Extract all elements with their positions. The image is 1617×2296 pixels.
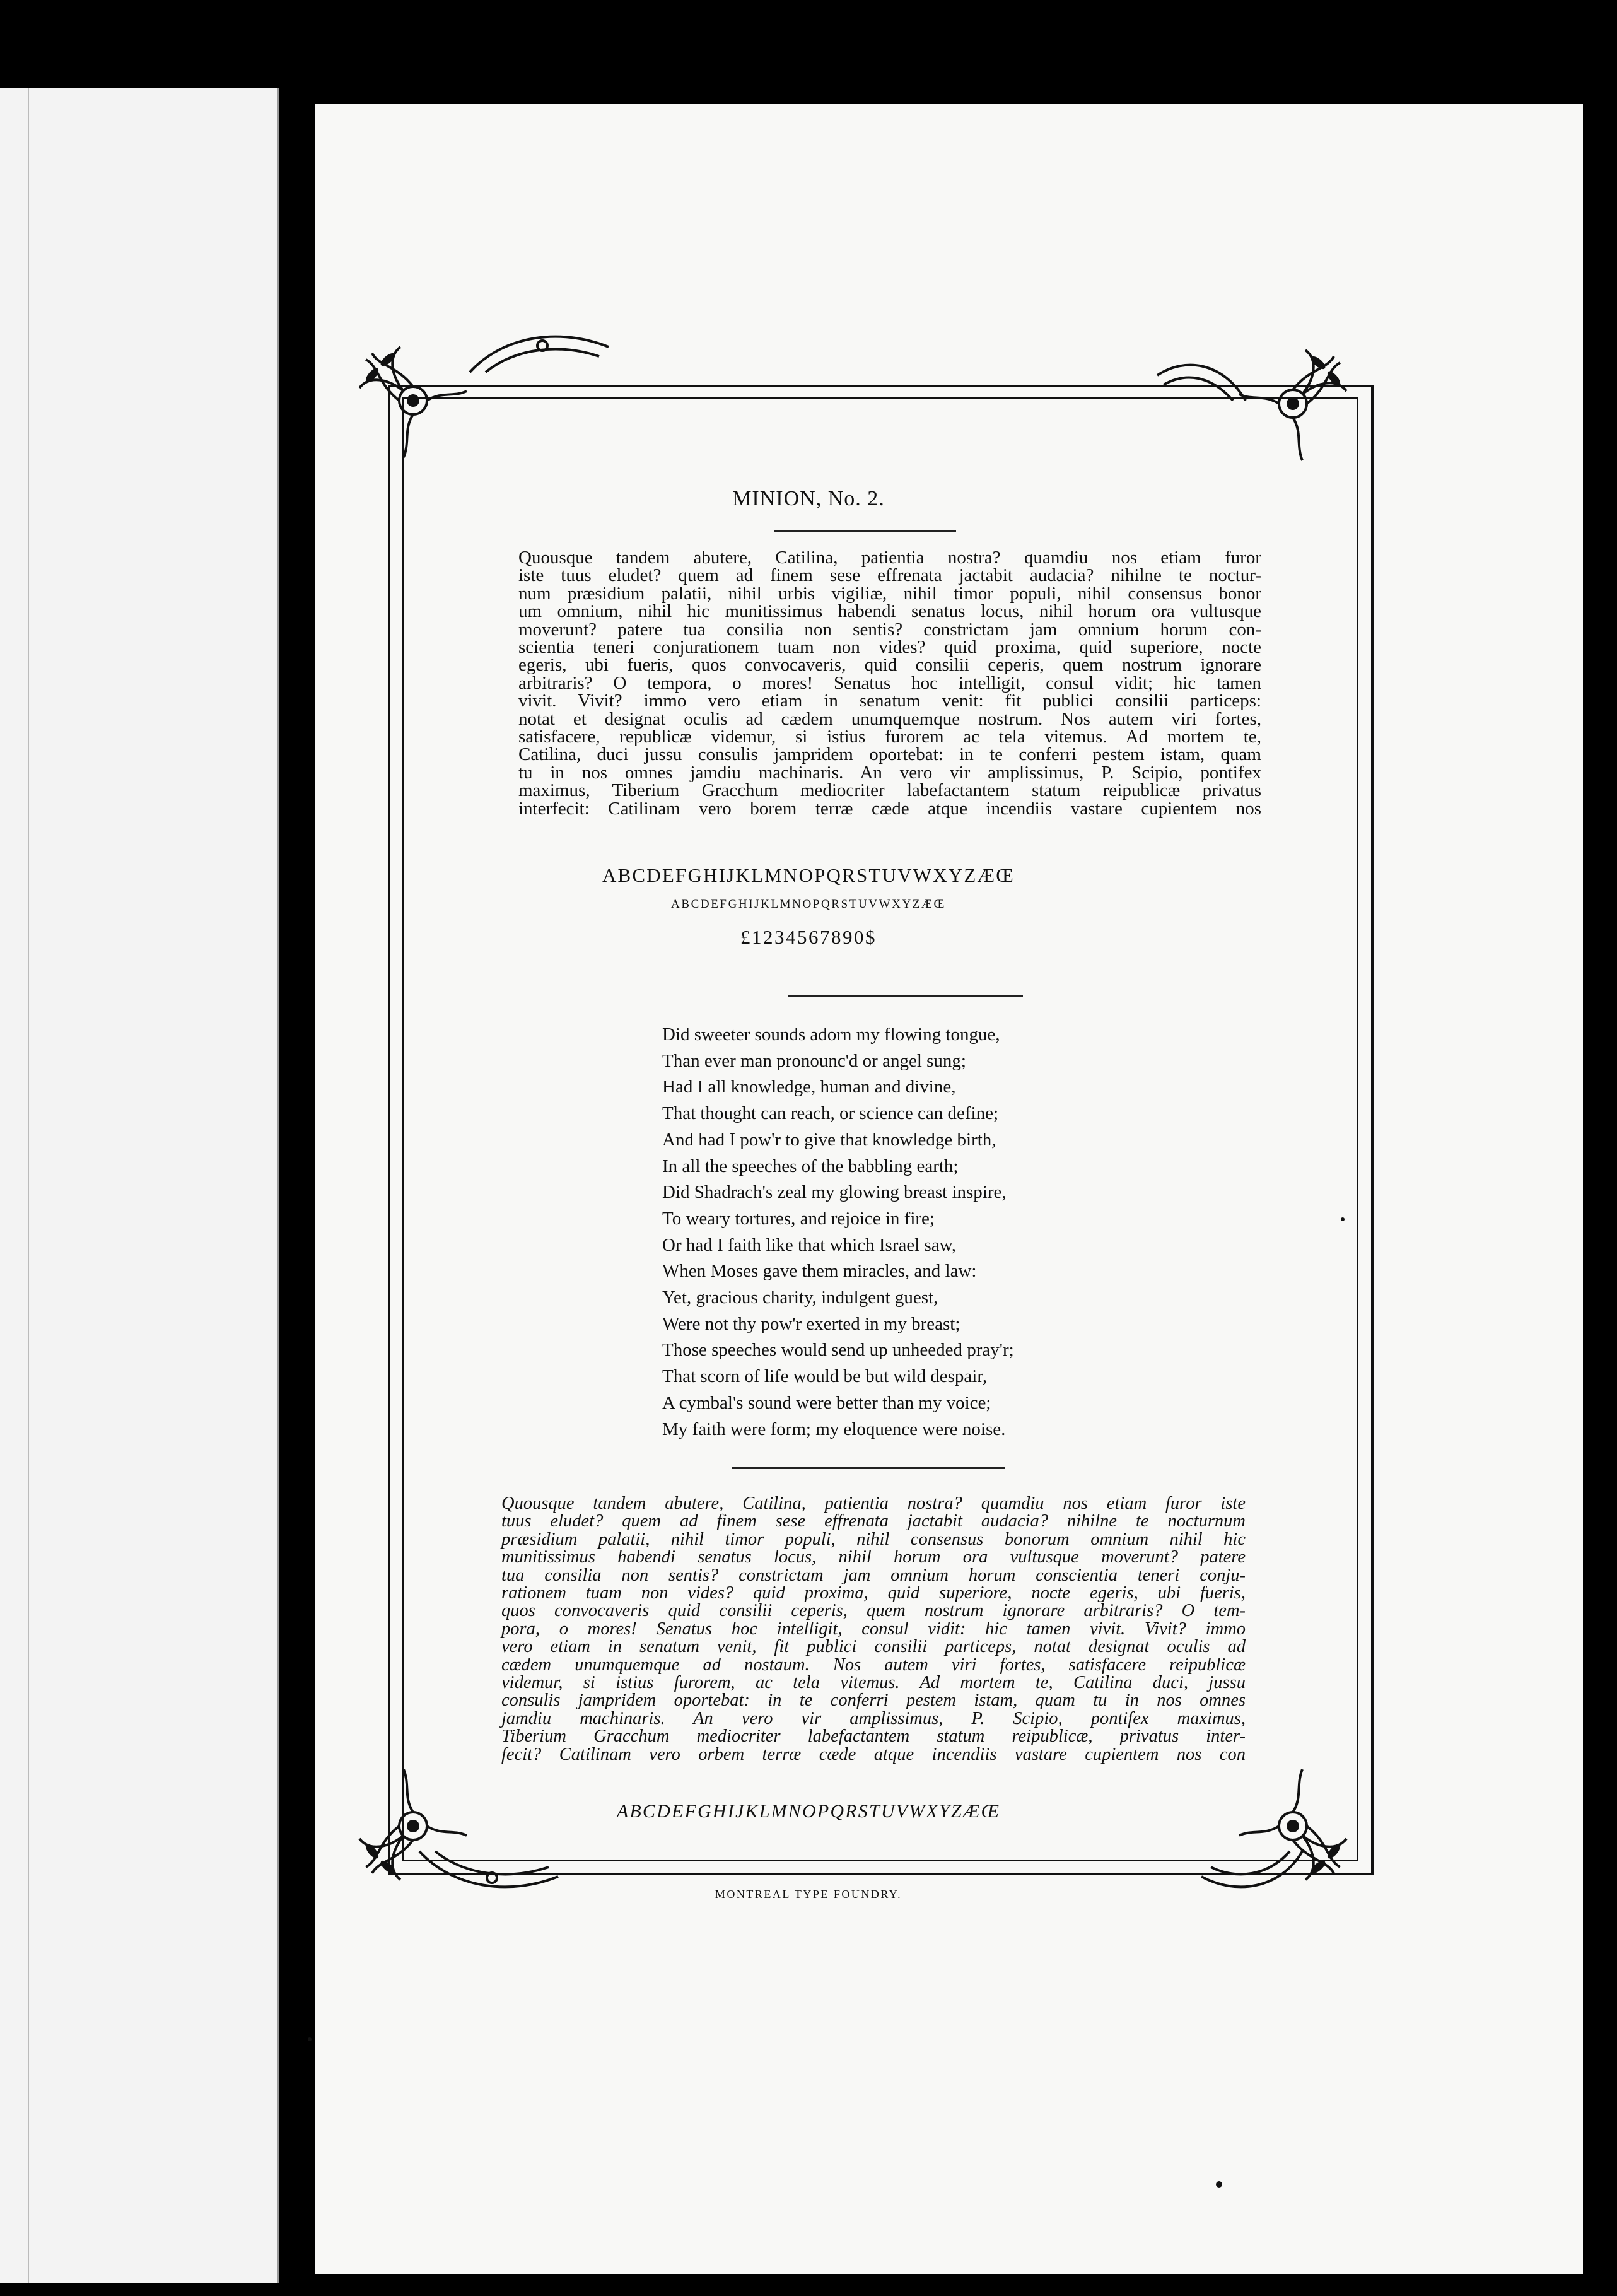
corner-ornament-top-left [353, 341, 473, 460]
text-line: iste tuus eludet? quem ad finem sese effrenata jactabit audacia? nihilne te noctur- [518, 565, 1261, 586]
poem-line: Did sweeter sounds adorn my flowing tongue, [662, 1024, 1000, 1045]
ink-speck [308, 2037, 312, 2041]
text-line: præsidium palatii, nihil timor populi, nihil consensus bonorum omnium nihil hic [501, 1529, 1246, 1549]
text-line: vivit. Vivit? immo vero etiam in senatum venit: fit publici consilii particeps: [518, 691, 1261, 712]
poem-line: Were not thy pow'r exerted in my breast; [662, 1313, 960, 1334]
figures-line: £1234567890$ [740, 926, 877, 948]
text-line: tuus eludet? quem ad finem sese effrenata jactabit audacia? nihilne te nocturnum [501, 1511, 1246, 1532]
poem-line: Yet, gracious charity, indulgent guest, [662, 1287, 938, 1308]
text-line: scientia teneri conjurationem tuam non vides? quid proxima, quid superiore, nocte [518, 637, 1261, 658]
text-line: rationem tuam non vides? quid proxima, quid superiore, nocte egeris, ubi fueris, [501, 1583, 1246, 1603]
italic-capitals-line: ABCDEFGHIJKLMNOPQRSTUVWXYZÆŒ [616, 1801, 1001, 1822]
poem-line: My faith were form; my eloquence were noise. [662, 1419, 1006, 1439]
roman-small-capitals-line: ABCDEFGHIJKLMNOPQRSTUVWXYZÆŒ [671, 898, 946, 911]
ink-speck [1341, 1217, 1345, 1221]
text-line: quos convocaveris quid consilii ceperis, quem nostrum ignorare arbitraris? O tem- [501, 1601, 1246, 1621]
poem-line: In all the speeches of the babbling earth; [662, 1156, 959, 1176]
poem-line: And had I pow'r to give that knowledge birth, [662, 1129, 996, 1150]
text-line: notat et designat oculis ad cædem unumquemque nostrum. Nos autem viri fortes, [518, 708, 1261, 729]
text-line: consulis jampridem oportebat: in te conferri pestem istam, quam tu in nos omnes [501, 1690, 1246, 1711]
poem-line: When Moses gave them miracles, and law: [662, 1261, 977, 1282]
text-line: tua consilia non sentis? constrictam jam omnium horum conscientia teneri conju- [501, 1565, 1246, 1585]
latin-italic-paragraph [501, 1495, 1246, 1764]
text-line: fecit? Catilinam vero orbem terræ cæde atque incendiis vastare cupientem nos con [501, 1744, 1246, 1764]
divider-rule [732, 1467, 1005, 1469]
text-line: num præsidium palatii, nihil urbis vigiliæ, nihil timor populi, nihil consensus bonor [518, 583, 1261, 604]
text-line: cædem unumquemque ad nostaum. Nos autem viri fortes, satisfacere reipublicæ [501, 1655, 1246, 1675]
text-line: um omnium, nihil hic munitissimus habendi senatus locus, nihil horum ora vultusque [518, 601, 1261, 622]
text-line: munitissimus habendi senatus locus, nihil horum ora vultusque moverunt? patere [501, 1547, 1246, 1567]
poem-line: To weary tortures, and rejoice in fire; [662, 1208, 935, 1229]
poem-line: Did Shadrach's zeal my glowing breast inspire, [662, 1182, 1007, 1203]
text-line: pora, o mores! Senatus hoc intelligit, consul vidit: hic tamen vivit. Vivit? immo [501, 1619, 1246, 1639]
text-line: Catilina, duci jussu consulis jampridem oportebat: in te conferri pestem istam, quam [518, 744, 1261, 765]
text-line: arbitraris? O tempora, o mores! Senatus hoc intelligit, consul vidit; hic tamen [518, 672, 1261, 693]
text-line: moverunt? patere tua consilia non sentis? constrictam jam omnium horum con- [518, 619, 1261, 640]
divider-rule [788, 995, 1023, 997]
roman-capitals-line: ABCDEFGHIJKLMNOPQRSTUVWXYZÆŒ [602, 864, 1015, 886]
poem-line: That scorn of life would be but wild despair, [662, 1366, 988, 1387]
latin-roman-paragraph [518, 549, 1261, 817]
ink-speck [1216, 2181, 1222, 2188]
text-line: maximus, Tiberium Gracchum mediocriter labefactantem statum reipublicæ privatus [518, 780, 1261, 801]
poem-line: Or had I faith like that which Israel saw, [662, 1234, 956, 1255]
poem [662, 1022, 1141, 1443]
text-line: Quousque tandem abutere, Catilina, patientia nostra? quamdiu nos etiam furor iste [501, 1494, 1246, 1513]
text-line: satisfacere, republicæ videmur, si istius furorem ac tela vitemus. Ad mortem te, [518, 727, 1261, 747]
swirl-ornament [467, 328, 612, 378]
divider-rule [774, 530, 956, 532]
text-line: interfecit: Catilinam vero borem terræ cæde atque incendiis vastare cupientem nos [518, 798, 1261, 819]
text-line: Quousque tandem abutere, Catilina, patientia nostra? quamdiu nos etiam furor [518, 548, 1261, 568]
swirl-ornament [1154, 356, 1249, 407]
text-line: tu in nos omnes jamdiu machinaris. An vero vir amplissimus, P. Scipio, pontifex [518, 762, 1261, 783]
text-line: Tiberium Gracchum mediocriter labefactantem statum reipublicæ, privatus inter- [501, 1726, 1246, 1747]
poem-line: Those speeches would send up unheeded pray'r; [662, 1340, 1014, 1361]
foundry-imprint: MONTREAL TYPE FOUNDRY. [715, 1888, 902, 1901]
page-edge-line [28, 88, 29, 2283]
poem-line: That thought can reach, or science can define; [662, 1103, 999, 1124]
text-line: jamdiu machinaris. An vero vir amplissimus, P. Scipio, pontifex maximus, [501, 1708, 1246, 1728]
corner-ornament-top-right [1233, 344, 1353, 464]
text-line: vero etiam in senatum venit, fit publici consilii particeps, notat designat oculis ad [501, 1637, 1246, 1657]
poem-line: A cymbal's sound were better than my voice; [662, 1392, 991, 1413]
text-line: videmur, si istius furorem, ac tela vitemus. Ad mortem te, Catilina duci, jussu [501, 1673, 1246, 1693]
left-facing-page [0, 88, 279, 2283]
poem-line: Had I all knowledge, human and divine, [662, 1077, 956, 1098]
text-line: egeris, ubi fueris, quos convocaveris, quid consilii ceperis, quem nostrum ignorare [518, 655, 1261, 676]
poem-line: Than ever man pronounc'd or angel sung; [662, 1050, 966, 1071]
specimen-heading: MINION, No. 2. [732, 487, 885, 510]
